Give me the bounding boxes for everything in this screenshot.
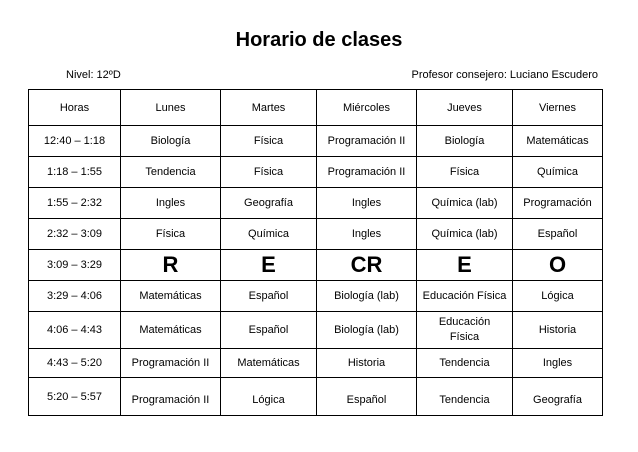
schedule-table	[28, 89, 603, 416]
table-row	[29, 312, 603, 349]
class-cell: Física	[417, 157, 513, 188]
table-row	[29, 157, 603, 188]
class-cell: Ingles	[121, 188, 221, 219]
break-letter: R	[121, 250, 221, 281]
time-cell: 1:55 – 2:32	[29, 188, 121, 219]
class-cell: Historia	[513, 312, 603, 349]
class-cell: Tendencia	[121, 157, 221, 188]
class-cell: Matemáticas	[513, 126, 603, 157]
class-cell: Matemáticas	[221, 349, 317, 378]
class-cell: Español	[317, 378, 417, 416]
time-cell: 4:43 – 5:20	[29, 349, 121, 378]
class-cell: Biología (lab)	[317, 281, 417, 312]
class-cell: Física	[121, 219, 221, 250]
class-cell: Física	[221, 126, 317, 157]
table-row	[29, 188, 603, 219]
profesor-label: Profesor consejero: Luciano Escudero	[411, 69, 598, 81]
class-cell: Español	[513, 219, 603, 250]
header-row	[29, 90, 603, 126]
time-cell: 4:06 – 4:43	[29, 312, 121, 349]
class-cell: Tendencia	[417, 378, 513, 416]
class-cell: Programación II	[121, 378, 221, 416]
class-cell: Historia	[317, 349, 417, 378]
class-cell: Geografía	[513, 378, 603, 416]
class-cell: Matemáticas	[121, 281, 221, 312]
table-row	[29, 219, 603, 250]
class-cell: Educación Física	[417, 312, 513, 349]
class-cell: Biología	[121, 126, 221, 157]
class-cell: Geografía	[221, 188, 317, 219]
break-letter: O	[513, 250, 603, 281]
class-cell: Ingles	[317, 188, 417, 219]
table-row	[29, 349, 603, 378]
class-cell: Química (lab)	[417, 188, 513, 219]
time-cell: 3:29 – 4:06	[29, 281, 121, 312]
class-cell: Química	[513, 157, 603, 188]
header-viernes: Viernes	[513, 90, 603, 126]
class-cell: Español	[221, 281, 317, 312]
class-cell: Programación II	[121, 349, 221, 378]
class-cell: Lógica	[221, 378, 317, 416]
table-row	[29, 281, 603, 312]
nivel-label: Nivel: 12ºD	[66, 69, 121, 81]
break-letter: E	[417, 250, 513, 281]
break-letter: CR	[317, 250, 417, 281]
class-cell: Español	[221, 312, 317, 349]
header-martes: Martes	[221, 90, 317, 126]
time-cell: 1:18 – 1:55	[29, 157, 121, 188]
break-letter: E	[221, 250, 317, 281]
header-jueves: Jueves	[417, 90, 513, 126]
time-cell: 2:32 – 3:09	[29, 219, 121, 250]
time-cell: 5:20 – 5:57	[29, 378, 121, 416]
table-row	[29, 126, 603, 157]
page-title: Horario de clases	[235, 29, 403, 51]
class-cell: Biología	[417, 126, 513, 157]
class-cell: Ingles	[317, 219, 417, 250]
class-cell: Biología (lab)	[317, 312, 417, 349]
time-cell: 12:40 – 1:18	[29, 126, 121, 157]
class-cell: Programación II	[317, 126, 417, 157]
class-cell: Química	[221, 219, 317, 250]
class-cell: Lógica	[513, 281, 603, 312]
class-cell: Física	[221, 157, 317, 188]
class-cell: Programación II	[317, 157, 417, 188]
header-miercoles: Miércoles	[317, 90, 417, 126]
header-lunes: Lunes	[121, 90, 221, 126]
class-cell: Tendencia	[417, 349, 513, 378]
time-cell: 3:09 – 3:29	[29, 250, 121, 281]
class-cell: Ingles	[513, 349, 603, 378]
class-cell: Programación	[513, 188, 603, 219]
class-cell: Educación Física	[417, 281, 513, 312]
table-row-break	[29, 250, 603, 281]
class-cell: Matemáticas	[121, 312, 221, 349]
header-horas: Horas	[29, 90, 121, 126]
class-cell: Química (lab)	[417, 219, 513, 250]
table-row	[29, 378, 603, 416]
